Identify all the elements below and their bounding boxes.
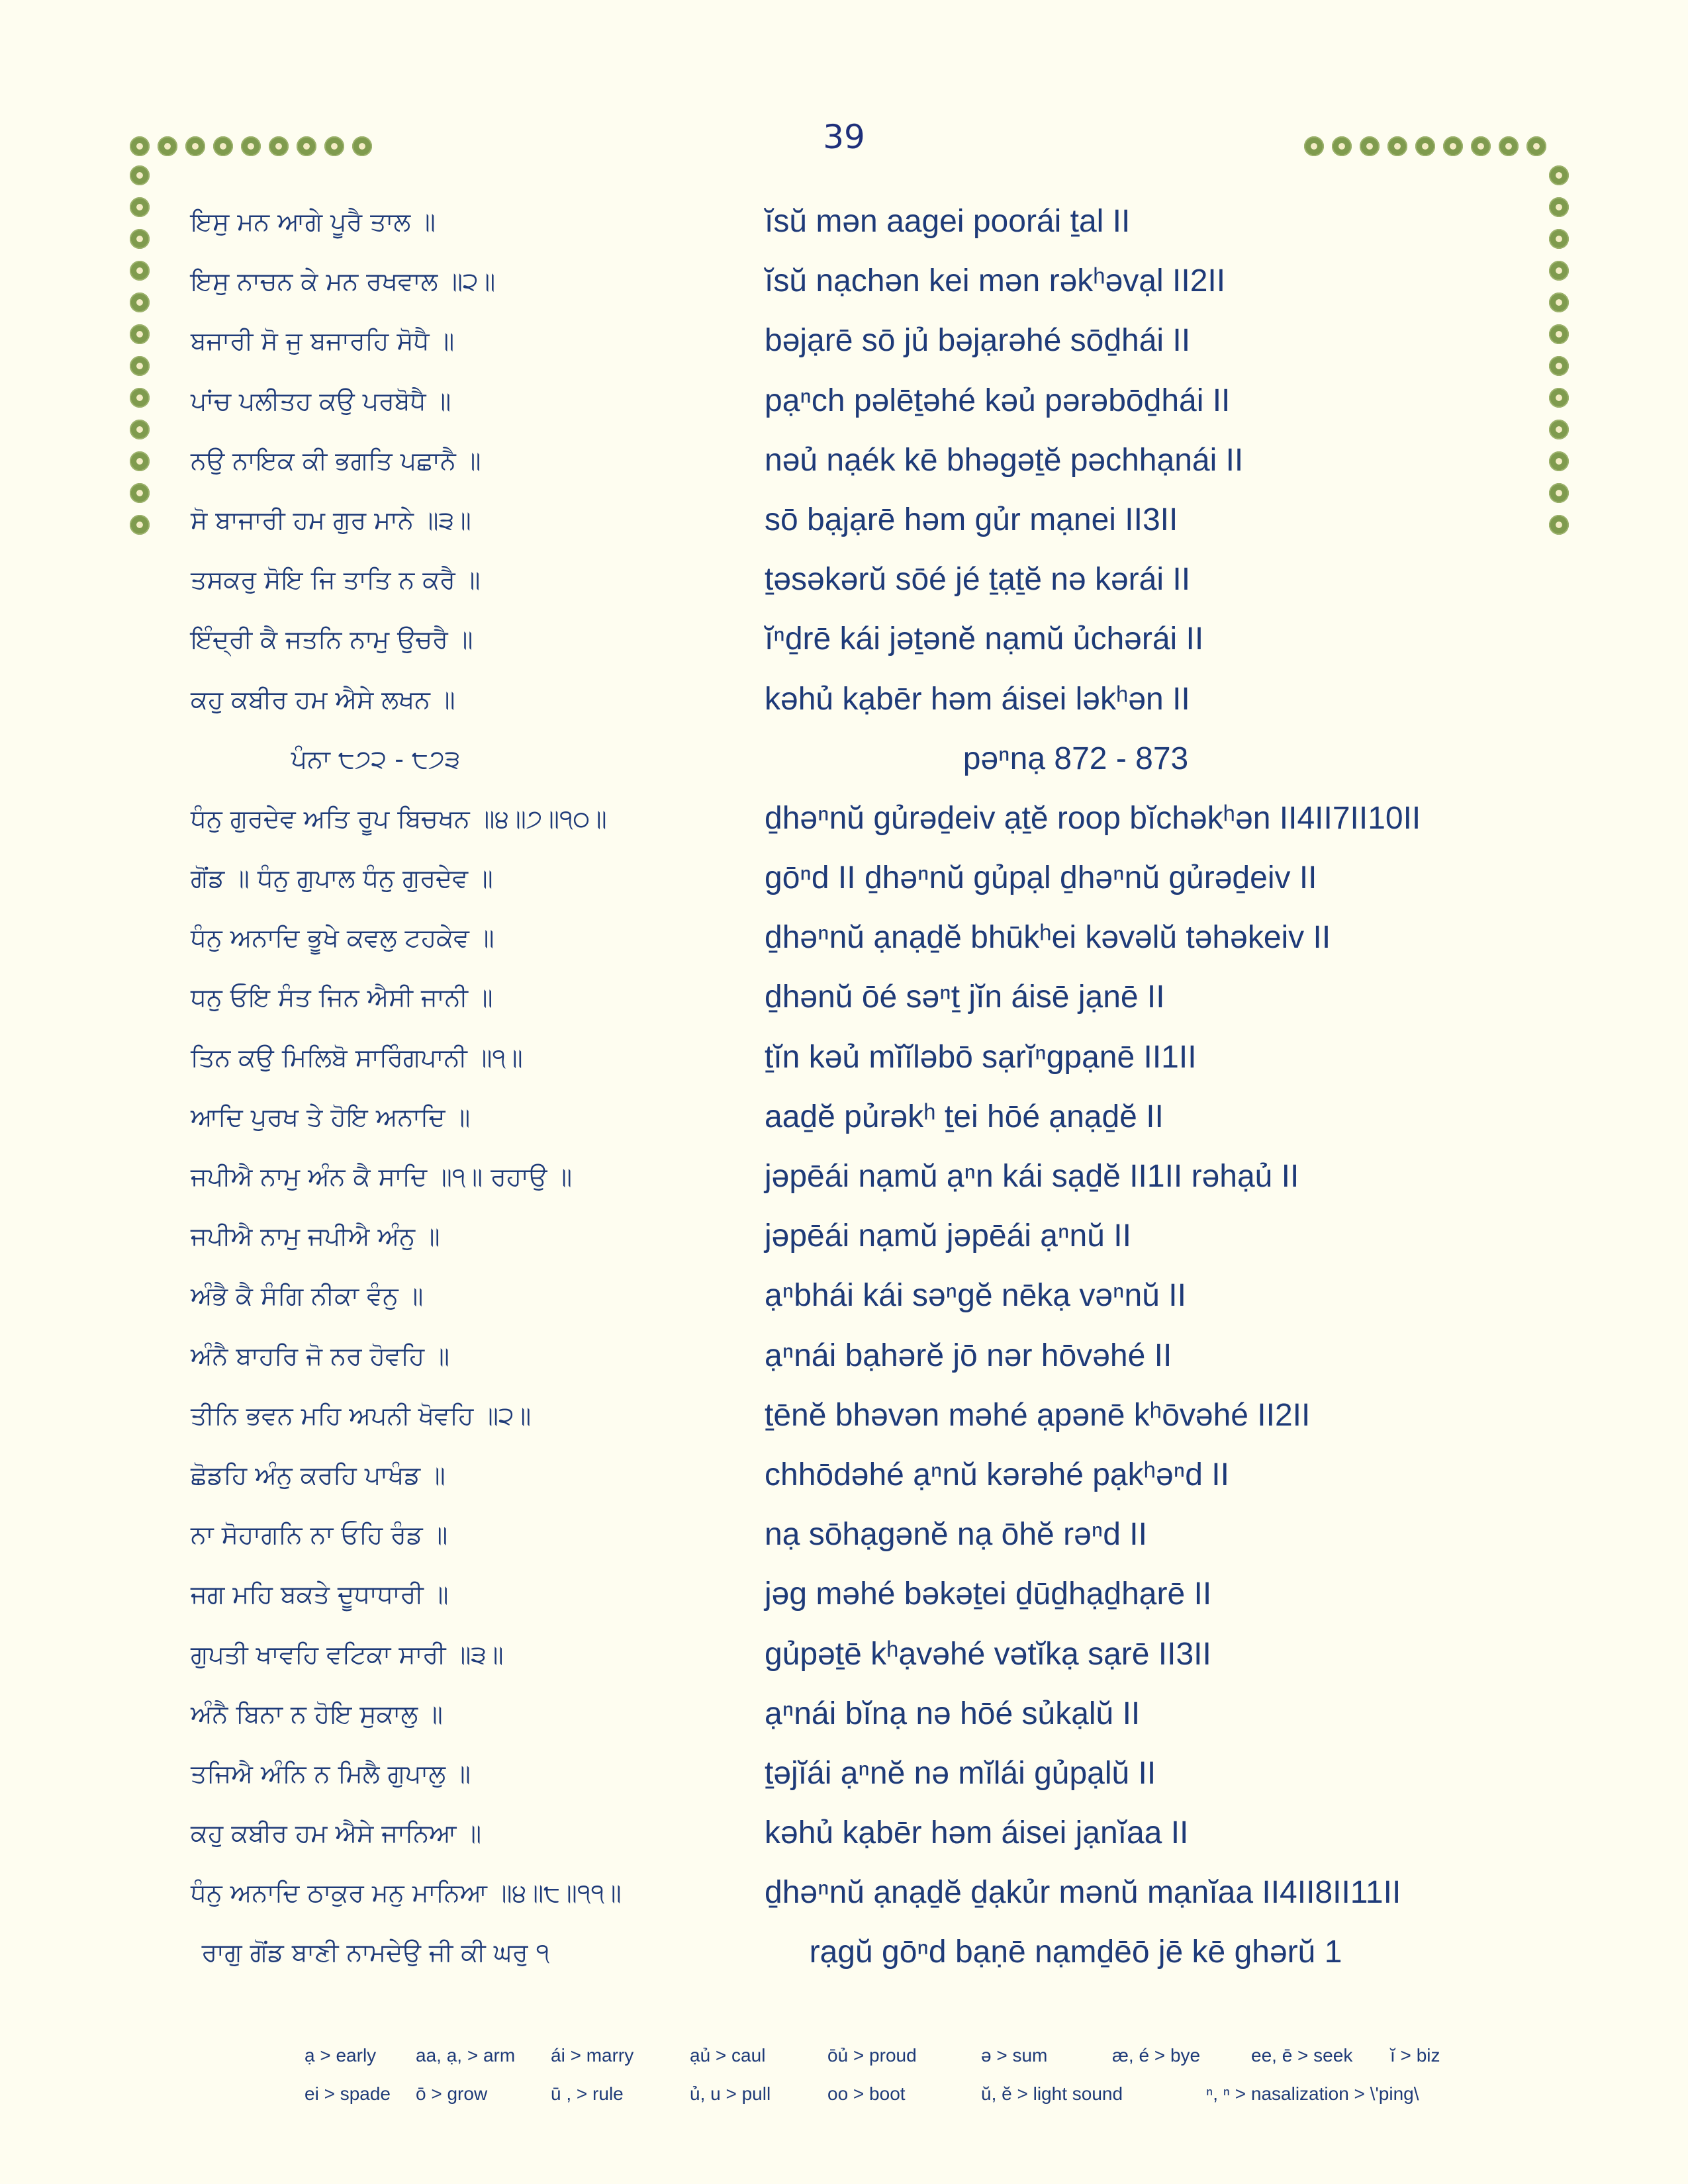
gurmukhi-text: ਤਸਕਰੁ ਸੋਇ ਜਿ ਤਾਤਿ ਨ ਕਰੈ ॥	[191, 565, 481, 595]
gurmukhi-text: ਇਸੁ ਮਨ ਆਗੇ ਪੂਰੈ ਤਾਲ ॥	[191, 207, 436, 236]
gurmukhi-text: ਇਸੁ ਨਾਚਨ ਕੇ ਮਨ ਰਖਵਾਲ ॥੨॥	[191, 267, 496, 296]
flower-ornament-icon	[1499, 136, 1519, 156]
verse-lines	[0, 199, 1688, 1989]
transliteration-text: ĭsŭ mən aagei poorái ṯal II	[765, 204, 1131, 239]
transliteration-text: ṯēnĕ bhəvən məhé ạpənē kʰōvəhé II2II	[765, 1397, 1311, 1433]
flower-ornament-icon	[130, 136, 150, 156]
verse-line	[0, 974, 1688, 1034]
legend-item: ee, ē > seek	[1251, 2045, 1353, 2066]
verse-line	[0, 1333, 1688, 1392]
flower-ornament-icon	[1332, 136, 1352, 156]
flower-ornament-icon	[241, 136, 261, 156]
border-top-left	[130, 136, 372, 156]
verse-line	[0, 378, 1688, 437]
verse-line	[0, 1213, 1688, 1273]
transliteration-text: ạⁿnái bĭnạ nə hōé sủkạlŭ II	[765, 1696, 1141, 1731]
transliteration-text: ĭⁿḏrē kái jəṯənĕ nạmŭ ủchərái II	[765, 621, 1204, 657]
gurmukhi-text: ਤਿਨ ਕਉ ਮਿਲਿਬੋ ਸਾਰਿੰਗਪਾਨੀ ॥੧॥	[191, 1042, 523, 1072]
legend-item: ái > marry	[551, 2045, 634, 2066]
transliteration-text: ṯəsəkərŭ sōé jé ṯạṯĕ nə kərái II	[765, 562, 1191, 598]
legend-item: ủ, u > pull	[690, 2083, 771, 2104]
verse-line	[0, 1392, 1688, 1452]
flower-ornament-icon	[1360, 136, 1380, 156]
verse-line	[0, 616, 1688, 676]
gurmukhi-text: ਗੋਂਡ ॥ ਧੰਨੁ ਗੁਪਾਲ ਧੰਨੁ ਗੁਰਦੇਵ ॥	[191, 864, 493, 893]
transliteration-text: nəủ nạék kē bhəgəṯĕ pəchhạnái II	[765, 442, 1244, 478]
transliteration-text: ḏhəⁿnŭ ạnạḏĕ bhūkʰei kəvəlŭ təhəkeiv II	[765, 920, 1331, 956]
gurmukhi-text: ਕਹੁ ਕਬੀਰ ਹਮ ਐਸੇ ਜਾਨਿਆ ॥	[191, 1819, 482, 1848]
transliteration-text: sō bạjạrē həm gủr mạnei II3II	[765, 502, 1178, 537]
verse-line	[0, 1631, 1688, 1691]
transliteration-text: bəjạrē sō jủ bəjạrəhé sōḏhái II	[765, 323, 1191, 359]
flower-ornament-icon	[1304, 136, 1324, 156]
verse-line	[0, 557, 1688, 616]
gurmukhi-text: ਜਪੀਐ ਨਾਮੁ ਜਪੀਐ ਅੰਨੁ ॥	[191, 1222, 440, 1251]
flower-ornament-icon	[1387, 136, 1407, 156]
transliteration-text: ḏhəⁿnŭ ạnạḏĕ ḏạkủr mənŭ mạnĭaa II4II8II11II	[765, 1875, 1401, 1911]
gurmukhi-text: ਨਾ ਸੋਹਾਗਨਿ ਨਾ ਓਹਿ ਰੰਡ ॥	[191, 1520, 448, 1550]
gurmukhi-text: ਆਦਿ ਪੁਰਖ ਤੇ ਹੋਇ ਅਨਾਦਿ ॥	[191, 1102, 471, 1132]
gurmukhi-text: ਧੰਨੁ ਗੁਰਦੇਵ ਅਤਿ ਰੂਪ ਬਿਚਖਨ ॥੪॥੭॥੧੦॥	[191, 803, 607, 833]
gurmukhi-section-heading: ਰਾਗੁ ਗੋਂਡ ਬਾਣੀ ਨਾਮਦੇਉ ਜੀ ਕੀ ਘਰੁ ੧	[201, 1938, 550, 1968]
legend-item: ĭ > biz	[1390, 2045, 1440, 2066]
gurmukhi-text: ਬਜਾਰੀ ਸੋ ਜੁ ਬਜਾਰਹਿ ਸੋਧੈ ॥	[191, 326, 455, 356]
gurmukhi-text: ਅੰਭੈ ਕੈ ਸੰਗਿ ਨੀਕਾ ਵੰਨੁ ॥	[191, 1281, 424, 1311]
flower-ornament-icon	[269, 136, 289, 156]
gurmukhi-text: ਨਉ ਨਾਇਕ ਕੀ ਭਗਤਿ ਪਛਾਨੈ ॥	[191, 445, 481, 475]
gurmukhi-page-reference: ਪੰਨਾ ੮੭੨ - ੮੭੩	[291, 744, 461, 774]
verse-line	[0, 1571, 1688, 1631]
verse-line	[0, 1154, 1688, 1213]
transliteration-text: kəhủ kạbēr həm áisei ləkʰən II	[765, 681, 1190, 717]
flower-ornament-icon	[158, 136, 177, 156]
legend-item: ạ > early	[305, 2045, 377, 2066]
flower-ornament-icon	[1415, 136, 1435, 156]
transliteration-page-reference: pəⁿnạ 872 - 873	[962, 741, 1189, 776]
transliteration-text: jəpēái nạmŭ ạⁿn kái sạḏĕ II1II rəhạủ II	[765, 1159, 1299, 1194]
verse-line	[0, 1512, 1688, 1571]
legend-row	[305, 2083, 1484, 2122]
legend-item: ŭ, ĕ > light sound	[981, 2083, 1123, 2104]
transliteration-text: ḏhənŭ ōé səⁿṯ jĭn áisē jạnē II	[765, 979, 1165, 1015]
gurmukhi-text: ਅੰਨੈ ਬਾਹਰਿ ਜੋ ਨਰ ਹੋਵਹਿ ॥	[191, 1341, 449, 1371]
gurmukhi-text: ਪਾਂਚ ਪਲੀਤਹ ਕਉ ਪਰਬੋਧੈ ॥	[191, 386, 451, 416]
verse-line	[0, 1034, 1688, 1094]
legend-row	[305, 2045, 1484, 2083]
legend-item: ạủ > caul	[690, 2045, 766, 2066]
flower-ornament-icon	[297, 136, 316, 156]
gurmukhi-text: ਇੰਦ੍ਰੀ ਕੈ ਜਤਨਿ ਨਾਮੁ ਉਚਰੈ ॥	[191, 625, 473, 655]
transliteration-text: ĭsŭ nạchən kei mən rəkʰəvạl II2II	[765, 263, 1226, 299]
border-top-right	[1304, 136, 1546, 156]
verse-line	[0, 796, 1688, 855]
gurmukhi-text: ਸੋ ਬਾਜਾਰੀ ਹਮ ਗੁਰ ਮਾਨੇ ॥੩॥	[191, 505, 471, 535]
verse-line	[0, 258, 1688, 318]
transliteration-text: gōⁿd II ḏhəⁿnŭ gủpạl ḏhəⁿnŭ gủrəḏeiv II	[765, 860, 1317, 896]
flower-ornament-icon	[185, 136, 205, 156]
transliteration-text: ḏhəⁿnŭ gủrəḏeiv ạṯĕ roop bĭchəkʰən II4II7II10II	[765, 800, 1421, 836]
gurmukhi-text: ਛੋਡਹਿ ਅੰਨੁ ਕਰਹਿ ਪਾਖੰਡ ॥	[191, 1460, 445, 1490]
gurmukhi-text: ਤੀਨਿ ਭਵਨ ਮਹਿ ਅਪਨੀ ਖੋਵਹਿ ॥੨॥	[191, 1400, 532, 1430]
legend-item: ə > sum	[981, 2045, 1048, 2066]
transliteration-text: ṯĭn kəủ mĭĭləbō sạrĭⁿgpạnē II1II	[765, 1039, 1197, 1075]
gurmukhi-text: ਅੰਨੈ ਬਿਨਾ ਨ ਹੋਇ ਸੁਕਾਲੁ ॥	[191, 1699, 443, 1729]
legend-item: ō > grow	[416, 2083, 488, 2104]
gurmukhi-text: ਧੰਨੁ ਅਨਾਦਿ ਠਾਕੁਰ ਮਨੁ ਮਾਨਿਆ ॥੪॥੮॥੧੧॥	[191, 1878, 622, 1908]
verse-line	[0, 1452, 1688, 1512]
gurmukhi-text: ਜਪੀਐ ਨਾਮੁ ਅੰਨ ਕੈ ਸਾਦਿ ॥੧॥ ਰਹਾਉ ॥	[191, 1162, 573, 1191]
verse-line	[0, 437, 1688, 497]
gurmukhi-text: ਧਨੁ ਓਇ ਸੰਤ ਜਿਨ ਐਸੀ ਜਾਨੀ ॥	[191, 983, 493, 1013]
gurmukhi-text: ਕਹੁ ਕਬੀਰ ਹਮ ਐਸੇ ਲਖਨ ॥	[191, 684, 455, 714]
transliteration-text: ạⁿnái bạhərĕ jō nər hōvəhé II	[765, 1338, 1172, 1373]
gurmukhi-text: ਤਜਿਐ ਅੰਨਿ ਨ ਮਿਲੈ ਗੁਪਾਲੁ ॥	[191, 1758, 471, 1788]
page-number: 39	[823, 118, 865, 156]
verse-line	[0, 199, 1688, 258]
verse-line	[0, 1691, 1688, 1751]
transliteration-text: ṯəjĭái ạⁿnĕ nə mĭlái gủpạlŭ II	[765, 1755, 1156, 1791]
transliteration-text: ạⁿbhái kái səⁿgĕ nēkạ vəⁿnŭ II	[765, 1278, 1186, 1314]
legend-item: oo > boot	[827, 2083, 906, 2104]
flower-ornament-icon	[324, 136, 344, 156]
pronunciation-legend	[305, 2045, 1484, 2122]
verse-line	[0, 1751, 1688, 1810]
section-heading-line	[0, 1929, 1688, 1989]
legend-item: æ, é > bye	[1112, 2045, 1201, 2066]
gurmukhi-text: ਜਗ ਮਹਿ ਬਕਤੇ ਦੂਧਾਧਾਰੀ ॥	[191, 1580, 449, 1610]
flower-ornament-icon	[1443, 136, 1463, 156]
verse-line	[0, 1273, 1688, 1332]
transliteration-section-heading: rạgŭ gōⁿd bạṇē nạmḏēō jē kē ghərŭ 1	[809, 1934, 1342, 1970]
verse-line	[0, 318, 1688, 377]
verse-line	[0, 1810, 1688, 1870]
transliteration-text: gủpəṯē kʰạvəhé vətĭkạ sạrē II3II	[765, 1636, 1211, 1672]
flower-ornament-icon	[213, 136, 233, 156]
transliteration-text: pạⁿch pəlēṯəhé kəủ pərəbōḏhái II	[765, 383, 1231, 418]
page-reference-line	[0, 736, 1688, 796]
transliteration-text: jəg məhé bəkəṯei ḏūḏhạḏhạrē II	[765, 1576, 1212, 1612]
transliteration-text: jəpēái nạmŭ jəpēái ạⁿnŭ II	[765, 1218, 1131, 1254]
verse-line	[0, 676, 1688, 736]
verse-line	[0, 855, 1688, 915]
transliteration-text: nạ sōhạgənĕ nạ ōhĕ rəⁿd II	[765, 1517, 1147, 1553]
gurmukhi-text: ਗੁਪਤੀ ਖਾਵਹਿ ਵਟਿਕਾ ਸਾਰੀ ॥੩॥	[191, 1639, 504, 1669]
transliteration-text: kəhủ kạbēr həm áisei jạnĭaa II	[765, 1815, 1189, 1851]
legend-item: ei > spade	[305, 2083, 391, 2104]
flower-ornament-icon	[130, 165, 150, 185]
verse-line	[0, 915, 1688, 974]
legend-item: aa, ạ, > arm	[416, 2045, 516, 2066]
legend-item: ū , > rule	[551, 2083, 624, 2104]
transliteration-text: chhōdəhé ạⁿnŭ kərəhé pạkʰəⁿd II	[765, 1457, 1229, 1492]
gurmukhi-text: ਧੰਨੁ ਅਨਾਦਿ ਭੂਖੇ ਕਵਲੁ ਟਹਕੇਵ ॥	[191, 923, 494, 953]
legend-item: ⁿ, ⁿ > nasalization > \'ping\	[1206, 2083, 1419, 2104]
verse-line	[0, 1094, 1688, 1154]
flower-ornament-icon	[1549, 165, 1569, 185]
legend-item: ōủ > proud	[827, 2045, 917, 2066]
flower-ornament-icon	[1471, 136, 1491, 156]
flower-ornament-icon	[352, 136, 372, 156]
flower-ornament-icon	[1526, 136, 1546, 156]
verse-line	[0, 1870, 1688, 1929]
transliteration-text: aaḏĕ pủrəkʰ ṯei hōé ạnạḏĕ II	[765, 1099, 1164, 1134]
verse-line	[0, 497, 1688, 557]
